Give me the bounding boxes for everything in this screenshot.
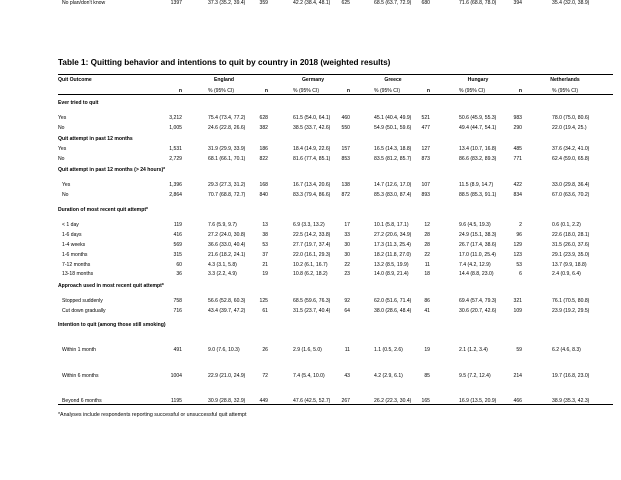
cell-pct: 31.9 (29.9, 33.9): [208, 146, 246, 152]
row-label: Stopped suddenly: [62, 298, 103, 304]
cell-pct: 2.9 (1.6, 5.0): [293, 347, 322, 353]
cell-pct: 9.0 (7.6, 10.3): [208, 347, 240, 353]
row-label: No: [62, 192, 69, 198]
cell-pct: 86.6 (83.2, 89.3): [459, 156, 497, 162]
row-label: Yes: [62, 182, 71, 188]
cell-n: 491: [173, 347, 182, 353]
cell-n: 125: [259, 298, 268, 304]
cell-pct: 38.9 (35.3, 42.3): [552, 398, 590, 404]
cell-n: 840: [259, 192, 268, 198]
section-heading: Ever tried to quit: [58, 100, 99, 106]
cell-n: 22: [344, 262, 350, 268]
header-n: n: [346, 88, 350, 94]
cell-pct: 62.4 (59.0, 65.8): [552, 156, 590, 162]
cell-pct: 18.4 (14.9, 22.6): [293, 146, 331, 152]
cell-n: 214: [513, 373, 522, 379]
cell-pct: 56.6 (52.8, 60.3): [208, 298, 246, 304]
row-label: 7-12 months: [62, 262, 91, 268]
cell-pct: 27.7 (19.7, 37.4): [293, 242, 331, 248]
table-footnote: *Analyses include respondents reporting successful or unsuccessful quit attempt: [58, 412, 247, 418]
cell-n: 290: [513, 125, 522, 131]
cell-n: 758: [173, 298, 182, 304]
cell-pct: 67.0 (63.6, 70.2): [552, 192, 590, 198]
header-country: Greece: [384, 77, 402, 83]
cell-pct: 68.5 (63.7, 72.9): [374, 0, 412, 6]
cell-pct: 23.9 (19.2, 29.5): [552, 308, 590, 314]
cell-n: 466: [513, 398, 522, 404]
cell-n: 382: [259, 125, 268, 131]
cell-pct: 0.6 (0.1, 2.2): [552, 222, 581, 228]
row-label: No plan/don't know: [62, 0, 106, 6]
cell-pct: 38.0 (28.6, 48.4): [374, 308, 412, 314]
header-n: n: [518, 88, 522, 94]
cell-pct: 22.0 (16.1, 29.3): [293, 252, 331, 258]
header-country: Hungary: [467, 77, 489, 83]
row-label: 13-18 months: [62, 271, 94, 277]
row-label: Within 6 months: [62, 373, 99, 379]
cell-pct: 4.3 (3.1, 5.8): [208, 262, 237, 268]
cell-pct: 31.5 (26.0, 37.6): [552, 242, 590, 248]
cell-n: 165: [421, 398, 430, 404]
header-pct: % (95% CI): [459, 88, 486, 94]
cell-n: 123: [513, 252, 522, 258]
cell-n: 60: [176, 262, 182, 268]
cell-pct: 17.0 (11.0, 25.4): [459, 252, 497, 258]
header-pct: % (95% CI): [374, 88, 401, 94]
table-title: Table 1: Quitting behavior and intentions to quit by country in 2018 (weighted results): [58, 58, 391, 67]
cell-n: 186: [259, 146, 268, 152]
cell-n: 1,396: [169, 182, 182, 188]
cell-n: 53: [516, 262, 522, 268]
cell-pct: 9.6 (4.5, 19.3): [459, 222, 491, 228]
cell-pct: 7.6 (5.9, 9.7): [208, 222, 237, 228]
cell-pct: 83.3 (79.4, 86.6): [293, 192, 331, 198]
cell-pct: 49.4 (44.7, 54.1): [459, 125, 497, 131]
cell-pct: 14.0 (8.9, 21.4): [374, 271, 409, 277]
cell-n: 477: [421, 125, 430, 131]
cell-pct: 13.4 (10.7, 16.8): [459, 146, 497, 152]
cell-pct: 22.0 (19.4, 25.): [552, 125, 587, 131]
cell-pct: 83.5 (81.2, 85.7): [374, 156, 412, 162]
cell-pct: 9.5 (7.2, 12.4): [459, 373, 491, 379]
cell-n: 550: [341, 125, 350, 131]
cell-n: 422: [513, 182, 522, 188]
row-label: Cut down gradually: [62, 308, 106, 314]
header-country: Germany: [301, 77, 325, 83]
cell-n: 416: [173, 232, 182, 238]
cell-pct: 16.5 (14.3, 18.8): [374, 146, 412, 152]
cell-n: 2,864: [169, 192, 182, 198]
cell-n: 983: [513, 115, 522, 121]
cell-pct: 13.7 (9.9, 18.8): [552, 262, 587, 268]
cell-pct: 54.9 (50.1, 59.6): [374, 125, 412, 131]
cell-n: 36: [176, 271, 182, 277]
cell-n: 3,212: [169, 115, 182, 121]
section-heading: Intention to quit (among those still smoking): [58, 322, 166, 328]
cell-n: 449: [259, 398, 268, 404]
cell-pct: 36.6 (33.0, 40.4): [208, 242, 246, 248]
cell-n: 85: [424, 373, 430, 379]
row-label: < 1 day: [62, 222, 79, 228]
header-country: England: [213, 77, 235, 83]
cell-n: 680: [421, 0, 430, 6]
cell-n: 822: [259, 156, 268, 162]
cell-n: 315: [173, 252, 182, 258]
cell-n: 72: [262, 373, 268, 379]
cell-pct: 78.0 (75.0, 80.6): [552, 115, 590, 121]
cell-n: 59: [516, 347, 522, 353]
cell-pct: 33.0 (29.8, 36.4): [552, 182, 590, 188]
header-n: n: [264, 88, 268, 94]
cell-pct: 14.7 (12.6, 17.0): [374, 182, 412, 188]
cell-n: 1,005: [169, 125, 182, 131]
header-n: n: [426, 88, 430, 94]
cell-pct: 85.3 (83.0, 87.4): [374, 192, 412, 198]
cell-pct: 75.4 (73.4, 77.2): [208, 115, 246, 121]
cell-pct: 88.5 (85.3, 91.1): [459, 192, 497, 198]
section-heading: Quit attempt in past 12 months (> 24 hours)*: [58, 167, 166, 173]
cell-n: 1004: [170, 373, 182, 379]
cell-pct: 7.4 (5.4, 10.0): [293, 373, 325, 379]
cell-n: 834: [513, 192, 522, 198]
header-pct: % (95% CI): [208, 88, 235, 94]
cell-pct: 27.2 (24.0, 30.8): [208, 232, 246, 238]
cell-n: 30: [344, 252, 350, 258]
table-bottom-rule: [58, 404, 613, 405]
cell-n: 23: [344, 271, 350, 277]
row-label: 1-4 weeks: [62, 242, 86, 248]
cell-pct: 70.7 (68.8, 72.7): [208, 192, 246, 198]
cell-n: 2,729: [169, 156, 182, 162]
header-quit-outcome: Quit Outcome: [58, 77, 92, 83]
cell-n: 628: [259, 115, 268, 121]
cell-pct: 35.4 (32.0, 38.9): [552, 0, 590, 6]
cell-pct: 68.5 (59.6, 76.3): [293, 298, 331, 304]
cell-pct: 69.4 (57.4, 79.3): [459, 298, 497, 304]
cell-pct: 4.2 (2.9, 6.1): [374, 373, 403, 379]
cell-n: 119: [173, 222, 182, 228]
cell-n: 28: [424, 242, 430, 248]
cell-pct: 37.3 (35.2, 39.4): [208, 0, 246, 6]
cell-pct: 27.2 (20.6, 34.9): [374, 232, 412, 238]
cell-pct: 26.2 (22.3, 30.4): [374, 398, 412, 404]
cell-n: 893: [421, 192, 430, 198]
header-country: Netherlands: [550, 77, 580, 83]
cell-pct: 10.2 (6.1, 16.7): [293, 262, 328, 268]
cell-n: 22: [424, 252, 430, 258]
cell-pct: 61.5 (54.0, 64.1): [293, 115, 331, 121]
cell-n: 157: [341, 146, 350, 152]
cell-n: 12: [424, 222, 430, 228]
section-heading: Quit attempt in past 12 months: [58, 136, 133, 142]
cell-n: 18: [424, 271, 430, 277]
cell-n: 1,531: [169, 146, 182, 152]
cell-n: 19: [424, 347, 430, 353]
cell-n: 872: [341, 192, 350, 198]
cell-pct: 14.4 (8.8, 23.0): [459, 271, 494, 277]
cell-pct: 45.1 (40.4, 49.9): [374, 115, 412, 121]
row-label: Yes: [58, 115, 67, 121]
cell-n: 33: [344, 232, 350, 238]
cell-pct: 2.4 (0.9, 6.4): [552, 271, 581, 277]
cell-pct: 30.6 (20.7, 42.6): [459, 308, 497, 314]
cell-pct: 68.1 (66.1, 70.1): [208, 156, 246, 162]
cell-pct: 11.5 (8.9, 14.7): [459, 182, 494, 188]
table-header-rule: [58, 94, 613, 95]
cell-pct: 24.6 (22.8, 26.6): [208, 125, 246, 131]
cell-n: 321: [513, 298, 522, 304]
cell-pct: 62.0 (51.6, 71.4): [374, 298, 412, 304]
cell-n: 127: [421, 146, 430, 152]
cell-pct: 13.2 (8.5, 19.9): [374, 262, 409, 268]
row-label: No: [58, 156, 65, 162]
cell-n: 28: [424, 232, 430, 238]
cell-n: 485: [513, 146, 522, 152]
cell-pct: 19.7 (16.8, 23.0): [552, 373, 590, 379]
cell-pct: 22.6 (18.0, 28.1): [552, 232, 590, 238]
cell-pct: 3.3 (2.2, 4.9): [208, 271, 237, 277]
cell-n: 359: [259, 0, 268, 6]
cell-n: 107: [421, 182, 430, 188]
cell-n: 11: [344, 347, 350, 353]
cell-n: 37: [262, 252, 268, 258]
cell-pct: 26.7 (17.4, 38.6): [459, 242, 497, 248]
cell-n: 129: [513, 242, 522, 248]
cell-pct: 42.2 (38.4, 48.1): [293, 0, 331, 6]
cell-pct: 22.5 (14.2, 33.8): [293, 232, 331, 238]
section-heading: Duration of most recent quit attempt*: [58, 207, 148, 213]
cell-n: 61: [262, 308, 268, 314]
cell-pct: 10.8 (6.2, 18.2): [293, 271, 328, 277]
cell-pct: 24.9 (15.1, 38.3): [459, 232, 497, 238]
cell-pct: 17.3 (11.3, 25.4): [374, 242, 412, 248]
cell-pct: 6.2 (4.6, 8.3): [552, 347, 581, 353]
header-n: n: [178, 88, 182, 94]
cell-n: 873: [421, 156, 430, 162]
cell-n: 30: [344, 242, 350, 248]
cell-n: 2: [519, 222, 522, 228]
cell-n: 394: [513, 0, 522, 6]
cell-n: 521: [421, 115, 430, 121]
cell-n: 38: [262, 232, 268, 238]
row-label: Within 1 month: [62, 347, 96, 353]
cell-pct: 2.1 (1.2, 3.4): [459, 347, 488, 353]
cell-n: 11: [424, 262, 430, 268]
cell-n: 19: [262, 271, 268, 277]
cell-pct: 47.6 (42.5, 52.7): [293, 398, 331, 404]
cell-pct: 7.4 (4.2, 12.9): [459, 262, 491, 268]
cell-n: 109: [513, 308, 522, 314]
cell-n: 64: [344, 308, 350, 314]
cell-n: 716: [173, 308, 182, 314]
cell-pct: 38.5 (33.7, 42.6): [293, 125, 331, 131]
cell-pct: 18.2 (11.8, 27.0): [374, 252, 412, 258]
cell-pct: 10.1 (5.8, 17.1): [374, 222, 409, 228]
header-pct: % (95% CI): [293, 88, 320, 94]
cell-n: 1397: [170, 0, 182, 6]
cell-pct: 29.3 (27.3, 31.2): [208, 182, 246, 188]
row-label: No: [58, 125, 65, 131]
cell-pct: 50.6 (45.9, 55.3): [459, 115, 497, 121]
cell-n: 92: [344, 298, 350, 304]
cell-pct: 29.1 (23.9, 35.0): [552, 252, 590, 258]
cell-pct: 81.6 (77.4, 85.1): [293, 156, 331, 162]
cell-n: 21: [262, 262, 268, 268]
cell-pct: 22.9 (21.0, 24.9): [208, 373, 246, 379]
cell-n: 267: [341, 398, 350, 404]
cell-n: 6: [519, 271, 522, 277]
cell-n: 53: [262, 242, 268, 248]
cell-n: 41: [424, 308, 430, 314]
cell-pct: 76.1 (70.5, 80.8): [552, 298, 590, 304]
cell-n: 43: [344, 373, 350, 379]
cell-pct: 6.9 (3.3, 13.2): [293, 222, 325, 228]
cell-n: 168: [259, 182, 268, 188]
cell-n: 13: [262, 222, 268, 228]
cell-pct: 30.9 (28.8, 32.9): [208, 398, 246, 404]
cell-pct: 71.6 (68.8, 78.0): [459, 0, 497, 6]
cell-n: 625: [341, 0, 350, 6]
cell-pct: 43.4 (39.7, 47.2): [208, 308, 246, 314]
row-label: Beyond 6 months: [62, 398, 102, 404]
cell-n: 17: [344, 222, 350, 228]
row-label: 1-6 months: [62, 252, 88, 258]
cell-n: 26: [262, 347, 268, 353]
cell-pct: 16.9 (13.5, 20.9): [459, 398, 497, 404]
section-heading: Approach used in most recent quit attempt*: [58, 283, 164, 289]
table-top-rule: [58, 74, 613, 75]
header-pct: % (95% CI): [552, 88, 579, 94]
cell-pct: 37.6 (34.2, 41.0): [552, 146, 590, 152]
cell-pct: 31.5 (23.7, 40.4): [293, 308, 331, 314]
cell-pct: 21.6 (18.2, 24.1): [208, 252, 246, 258]
cell-n: 771: [513, 156, 522, 162]
row-label: Yes: [58, 146, 67, 152]
cell-n: 138: [341, 182, 350, 188]
cell-n: 1195: [171, 398, 182, 404]
cell-n: 853: [341, 156, 350, 162]
cell-pct: 1.1 (0.5, 2.6): [374, 347, 403, 353]
cell-n: 460: [341, 115, 350, 121]
cell-pct: 16.7 (13.4, 20.6): [293, 182, 331, 188]
cell-n: 96: [516, 232, 522, 238]
cell-n: 569: [173, 242, 182, 248]
cell-n: 86: [424, 298, 430, 304]
row-label: 1-6 days: [62, 232, 82, 238]
